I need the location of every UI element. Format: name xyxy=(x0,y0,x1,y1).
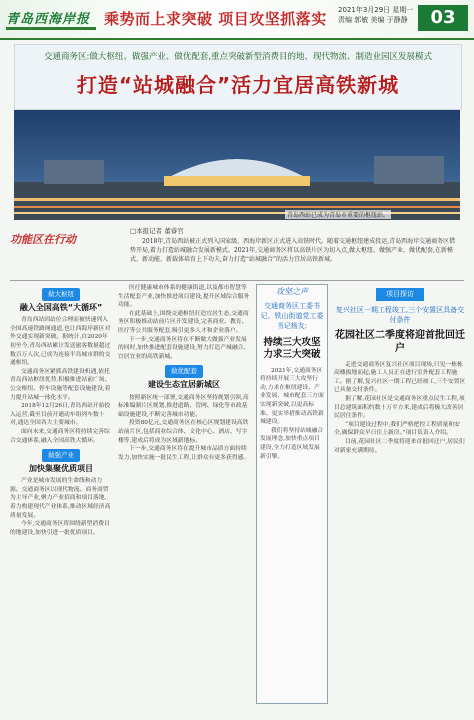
sidebar-title: 攻坚之声 xyxy=(276,287,308,296)
section-tag: 做强产业 xyxy=(42,449,80,462)
column-1 xyxy=(10,284,112,720)
photo-caption: 青岛西站已成为青岛市重要的枢纽站。 xyxy=(287,212,390,219)
paragraph: 按照新区统一部署,交通商务区坚持规划引领,高标准编制片区规划,推进道路、管网、绿化等市政基础设施建设,不断完善城市功能。 xyxy=(118,394,249,418)
page-number: 03 xyxy=(418,5,468,31)
station-illustration xyxy=(14,110,460,220)
section-heading: 加快集聚优质项目 xyxy=(29,463,93,473)
article-headline: 花园社区二季度将迎首批回迁户 xyxy=(335,329,465,354)
paragraph: 目前,花园社区二季度将迎来首批回迁户,居民们对新家充满期待。 xyxy=(334,438,465,454)
main-headline: 打造“站城融合”活力宜居高铁新城 xyxy=(76,73,400,97)
section-heading: 建设生态宜居新城区 xyxy=(148,379,220,389)
paragraph: 医疗健康城市体系的健康街道,以及都市智慧等生活配套产业,加快推进项目建设,提升区域综合服务功能。 xyxy=(118,285,250,309)
paragraph: 交通商务区紧抓高铁建设机遇,依托青岛西站枢纽优势,积极推进站前广场、公交枢纽、停车设施等配套设施建设,着力提升站城一体化水平。 xyxy=(10,368,111,401)
section-tag: 做优配套 xyxy=(165,365,203,378)
date-line: 2021年3月29日 星期一 xyxy=(338,6,414,14)
paragraph: 面向未来,交通商务区将持续完善综合交通体系,融入全国高铁大循环。 xyxy=(10,428,110,444)
voice-sidebar xyxy=(256,284,328,704)
article-subtitle: 复兴社区一期工程竣工,三个安置区具备交付条件 xyxy=(335,305,465,324)
paragraph: “项目建设过程中,我们严格把控工程质量和安全,确保群众早日住上新房。”项目负责人介绍。 xyxy=(334,421,460,437)
intro-paragraph: 2018年,青岛西站被正式列入国家级、西海岸新区正式进入高铁时代。随着交通枢纽建成投运,青岛西海岸交通商务区借势开局,着力打造站城融合发展新模式。2021年,交通商务区将以高铁片区为切入点,做大枢纽、做强产业、做优配套,在新模式、新动能、新载体培育上下功夫,奋力打造“站城融合”的活力宜居高铁新城。 xyxy=(130,238,456,263)
section-heading: 融入全国高铁“大循环” xyxy=(19,302,103,312)
station-photo xyxy=(14,110,460,220)
column-4 xyxy=(334,284,466,720)
headline-banner xyxy=(14,44,462,110)
paragraph: 我们将坚持站城融合发展理念,加快重点项目建设,全力打造区域发展新引擎。 xyxy=(260,427,324,460)
paragraph: 今年,交通商务区将围绕新型消费目的地建设,加快引进一批优质项目。 xyxy=(10,521,110,536)
paragraph: 2018年12月26日,青岛西站开始投入运营,截至目前开通动车组列车数十对,通达全国各大主要城市。 xyxy=(10,403,111,427)
date-info xyxy=(338,5,418,25)
section-label xyxy=(10,228,120,250)
logo-underline xyxy=(6,27,96,30)
masthead xyxy=(0,0,474,40)
paragraph: 产业是城市发展的生命线和动力源。交通商务区以现代物流、商务商贸为主导产业,聚力产业招商和项目落地,着力构建现代产业体系,推动区域经济高质量发展。 xyxy=(10,478,111,519)
newspaper-logo: 青岛西海岸报 xyxy=(6,12,91,27)
paragraph: 走进交通商务区复兴社区项目现场,只见一栋栋高楼拔地而起,施工人员正在进行室外配套工程施工。据了解,复兴社区一期工程已经竣工,三个安置区已具备交付条件。 xyxy=(334,361,466,394)
reporter-byline: □本报记者 董睿官 xyxy=(130,227,184,235)
kicker: 交通商务区:做大枢纽、做强产业、做优配套,重点突破新型消费目的地、现代物流、制造业园区发展模式 xyxy=(43,52,433,62)
section-tag: 做大枢纽 xyxy=(42,288,80,301)
paragraph: 下一步,交通商务区将在不断做大做强产业发展的同时,加快推进配套设施建设,努力打造产城融合、宜居宜业的高铁新城。 xyxy=(118,336,250,360)
paragraph: 在此基础上,围绕交通枢纽打造宜居生态,交通商务区积极推动站前片区开发建设,完善商业、教育、医疗等公共服务配套,吸引更多人才和企业落户。 xyxy=(118,310,249,334)
paragraph: 投资80亿元,交通商务区在核心区规划建设高铁站前片区,包括商业综合体、文化中心、酒店、写字楼等,建成后将成为区域新地标。 xyxy=(118,420,249,444)
sidebar-subtitle: 交通商务区工委书记、铁山街道党工委书记杨友: xyxy=(260,301,324,330)
divider xyxy=(10,280,464,281)
paragraph: 青岛西站因站位合理而被快速列入全国高速铁路网通道,也让西海岸新区对外交通实现新突破。据统计,自2020年初至今,青岛西站累计发送旅客数量超过数百万人次,已成为连接半岛城市群的交通枢纽。 xyxy=(10,317,111,367)
section-label-text: 功能区在行动 xyxy=(10,233,76,246)
paragraph: 据了解,花园社区是交通商务区重点民生工程,项目总建筑面积约数十万平方米,建成后将极大改善居民居住条件。 xyxy=(334,395,465,420)
section-tag: 项目探访 xyxy=(376,288,424,301)
page-slogan: 乘势而上求突破 项目攻坚抓落实 xyxy=(104,10,327,28)
paragraph: 2021年,交通商务区将持续开展三大攻坚行动,力求在枢纽建设、产业发展、城市配套三方面实现新突破,以更高标准、更实举措推动高铁新城建设。 xyxy=(260,367,324,426)
paragraph: 下一步,交通商务区将在提升城市品质方面持续发力,加快实施一批民生工程,让群众有更多获得感。 xyxy=(118,446,250,461)
sidebar-headline: 持续三大攻坚 力求三大突破 xyxy=(263,336,321,360)
column-3 xyxy=(256,284,328,720)
editor-line: 责编 郭敏 美编 于静静 xyxy=(338,16,408,24)
column-2 xyxy=(118,284,250,720)
